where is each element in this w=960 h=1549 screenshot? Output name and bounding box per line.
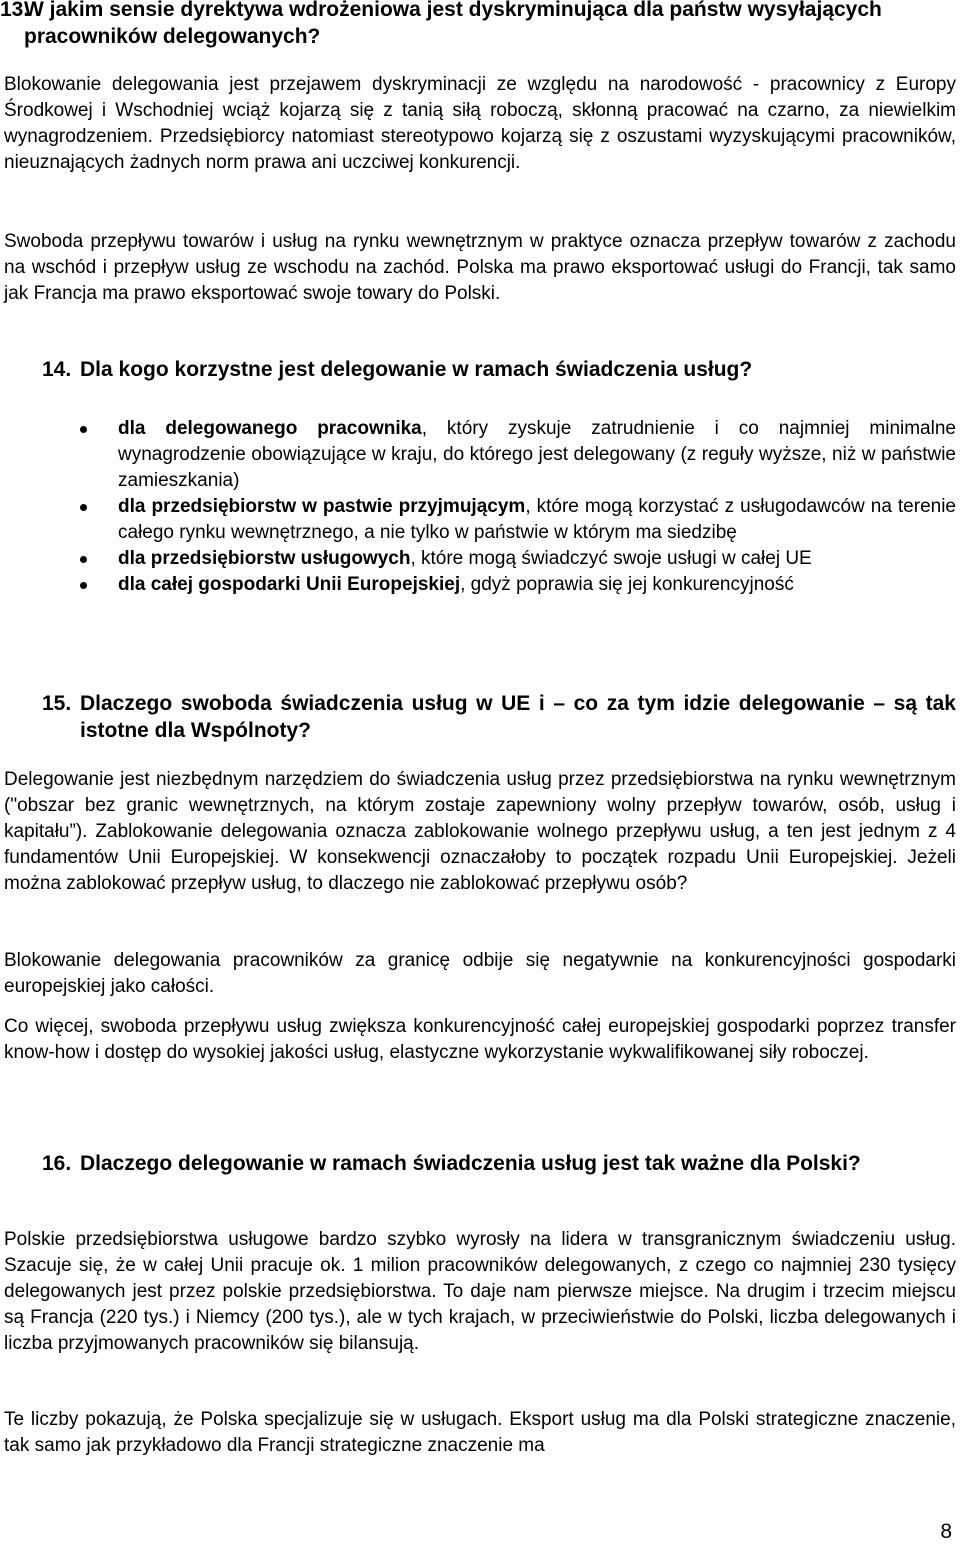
bullet-dot-icon [80, 426, 87, 433]
bullet-dot-icon [80, 504, 87, 511]
list-item-text: , które mogą korzystać z usługodawców na terenie całego rynku wewnętrznego, a nie tylko w państwie w którym ma siedzibę [118, 496, 956, 543]
heading-q15-title: Dlaczego swoboda świadczenia usług w UE i – co za tym idzie delegowanie – są tak istotne dla Wspólnoty? [80, 692, 956, 742]
list-item-text: , gdyż poprawia się jej konkurencyjność [460, 574, 794, 595]
heading-q15-number: 15. [42, 692, 72, 715]
paragraph-q15-1: Delegowanie jest niezbędnym narzędziem do świadczenia usług przez przedsiębiorstwa na rynku wewnętrznym ("obszar bez granic wewnętrznych, na którym zostaje zapewniony wolny przepływ towarów, osób, usług i kapitału”). Zablokowanie delegowania oznacza zablokowanie wolnego przepływu usług, a ten jest jednym z 4 fundamentów Unii Europejskiej. W konsekwencji oznaczałoby to początek rozpadu Unii Europejskiej. Jeżeli można zablokować przepływ usług, to dlaczego nie zablokować przepływu osób? [4, 769, 956, 894]
paragraph-q15-2: Blokowanie delegowania pracowników za granicę odbije się negatywnie na konkurencyjności gospodarki europejskiej jako całości. [4, 950, 956, 997]
heading-q14-title: Dla kogo korzystne jest delegowanie w ramach świadczenia usług? [80, 358, 753, 381]
benefits-list [0, 416, 956, 598]
heading-q13-title: W jakim sensie dyrektywa wdrożeniowa jest dyskryminująca dla państw wysyłających pracowników delegowanych? [24, 0, 882, 48]
list-item-bold: dla całej gospodarki Unii Europejskiej [118, 574, 461, 595]
heading-q16-title: Dlaczego delegowanie w ramach świadczenia usług jest tak ważne dla Polski? [80, 1152, 861, 1175]
list-item [0, 546, 956, 572]
bullet-dot-icon [80, 556, 87, 563]
list-item-bold: dla przedsiębiorstw usługowych [118, 548, 411, 569]
list-item [0, 572, 956, 598]
heading-q14 [42, 356, 956, 383]
paragraph-q13-2: Swoboda przepływu towarów i usług na rynku wewnętrznym w praktyce oznacza przepływ towarów z zachodu na wschód i przepływ usług ze wschodu na zachód. Polska ma prawo eksportować usługi do Francji, tak samo jak Francja ma prawo eksportować swoje towary do Polski. [4, 231, 956, 304]
heading-q16-number: 16. [42, 1152, 72, 1175]
heading-q13-number: 13. [0, 0, 30, 21]
paragraph-q16-1: Polskie przedsiębiorstwa usługowe bardzo szybko wyrosły na lidera w transgranicznym świadczeniu usług. Szacuje się, że w całej Unii pracuje ok. 1 milion pracowników delegowanych, z czego co najmniej 230 tysięcy delegowanych jest przez polskie przedsiębiorstwa. To daje nam pierwsze miejsce. Na drugim i trzecim miejscu są Francja (220 tys.) i Niemcy (200 tys.), ale w tych krajach, w przeciwieństwie do Polski, liczba delegowanych i liczba przyjmowanych pracowników się bilansują. [4, 1229, 956, 1354]
paragraph-q15-3: Co więcej, swoboda przepływu usług zwiększa konkurencyjność całej europejskiej gospodarki poprzez transfer know-how i dostęp do wysokiej jakości usług, elastyczne wykorzystanie wykwalifikowanej siły roboczej. [4, 1016, 956, 1063]
list-item [0, 416, 956, 494]
paragraph-q16-2: Te liczby pokazują, że Polska specjalizuje się w usługach. Eksport usług ma dla Polski strategiczne znaczenie, tak samo jak przykładowo dla Francji strategiczne znaczenie ma [4, 1409, 956, 1456]
list-item-text: , który zyskuje zatrudnienie i co najmniej minimalne wynagrodzenie obowiązujące w kraju, do którego jest delegowany (z reguły wyższe, niż w państwie zamieszkania) [118, 418, 956, 491]
bullet-dot-icon [80, 582, 87, 589]
heading-q15 [42, 690, 956, 744]
list-item [0, 494, 956, 546]
heading-q16 [42, 1150, 956, 1177]
heading-q14-number: 14. [42, 358, 72, 381]
page-number: 8 [940, 1520, 952, 1543]
heading-q13 [0, 0, 956, 50]
list-item-text: , które mogą świadczyć swoje usługi w całej UE [410, 548, 812, 569]
list-item-bold: dla delegowanego pracownika [118, 418, 422, 439]
paragraph-q13-1: Blokowanie delegowania jest przejawem dyskryminacji ze względu na narodowość - pracownicy z Europy Środkowej i Wschodniej wciąż kojarzą się z tanią siłą roboczą, skłonną pracować na czarno, za niewielkim wynagrodzeniem. Przedsiębiorcy natomiast stereotypowo kojarzą się z oszustami wyzyskującymi pracowników, nieuznających żadnych norm prawa ani uczciwej konkurencji. [4, 74, 956, 173]
list-item-bold: dla przedsiębiorstw w pastwie przyjmującym [118, 496, 526, 517]
